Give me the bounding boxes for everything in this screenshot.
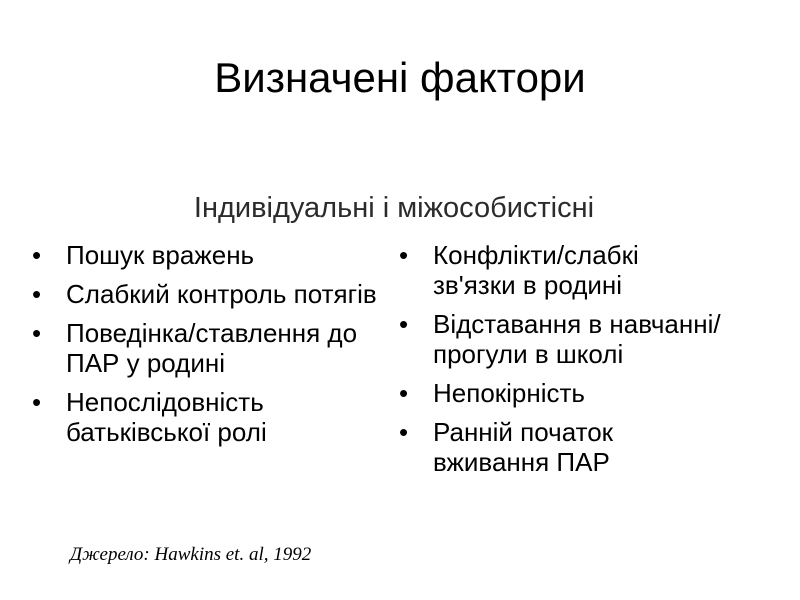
list-item — [30, 279, 380, 309]
list-item-text: Конфлікти/слабкі зв'язки в родині — [433, 240, 639, 300]
bullet-icon: • — [399, 309, 409, 339]
bullet-icon: • — [32, 387, 42, 417]
bullet-icon: • — [32, 279, 42, 309]
list-item-text: Слабкий контроль потягів — [66, 279, 377, 309]
bullet-icon: • — [399, 417, 409, 447]
list-item-text: Поведінка/ставлення до ПАР у родині — [66, 318, 358, 378]
list-item — [30, 240, 380, 270]
source-citation: Джерело: Hawkins et. al, 1992 — [70, 544, 312, 565]
bullet-icon: • — [32, 240, 42, 270]
list-item — [30, 387, 380, 447]
bullet-icon: • — [399, 378, 409, 408]
bullet-icon: • — [32, 318, 42, 348]
list-item — [397, 309, 727, 369]
list-item-text: Пошук вражень — [66, 240, 255, 270]
list-item — [30, 318, 380, 378]
right-bullet-list — [397, 240, 727, 486]
left-bullet-list — [30, 240, 380, 456]
list-item — [397, 378, 727, 408]
list-item-text: Відставання в навчанні/прогули в школі — [433, 309, 721, 369]
list-item — [397, 417, 727, 477]
slide-title: Визначені фактори — [214, 54, 586, 101]
list-item-text: Непослідовність батьківської ролі — [66, 387, 267, 447]
list-item — [397, 240, 727, 300]
slide-subtitle: Індивідуальні і міжособистісні — [193, 192, 595, 224]
list-item-text: Ранній початок вживання ПАР — [433, 417, 614, 477]
bullet-icon: • — [399, 240, 409, 270]
list-item-text: Непокірність — [433, 378, 585, 408]
